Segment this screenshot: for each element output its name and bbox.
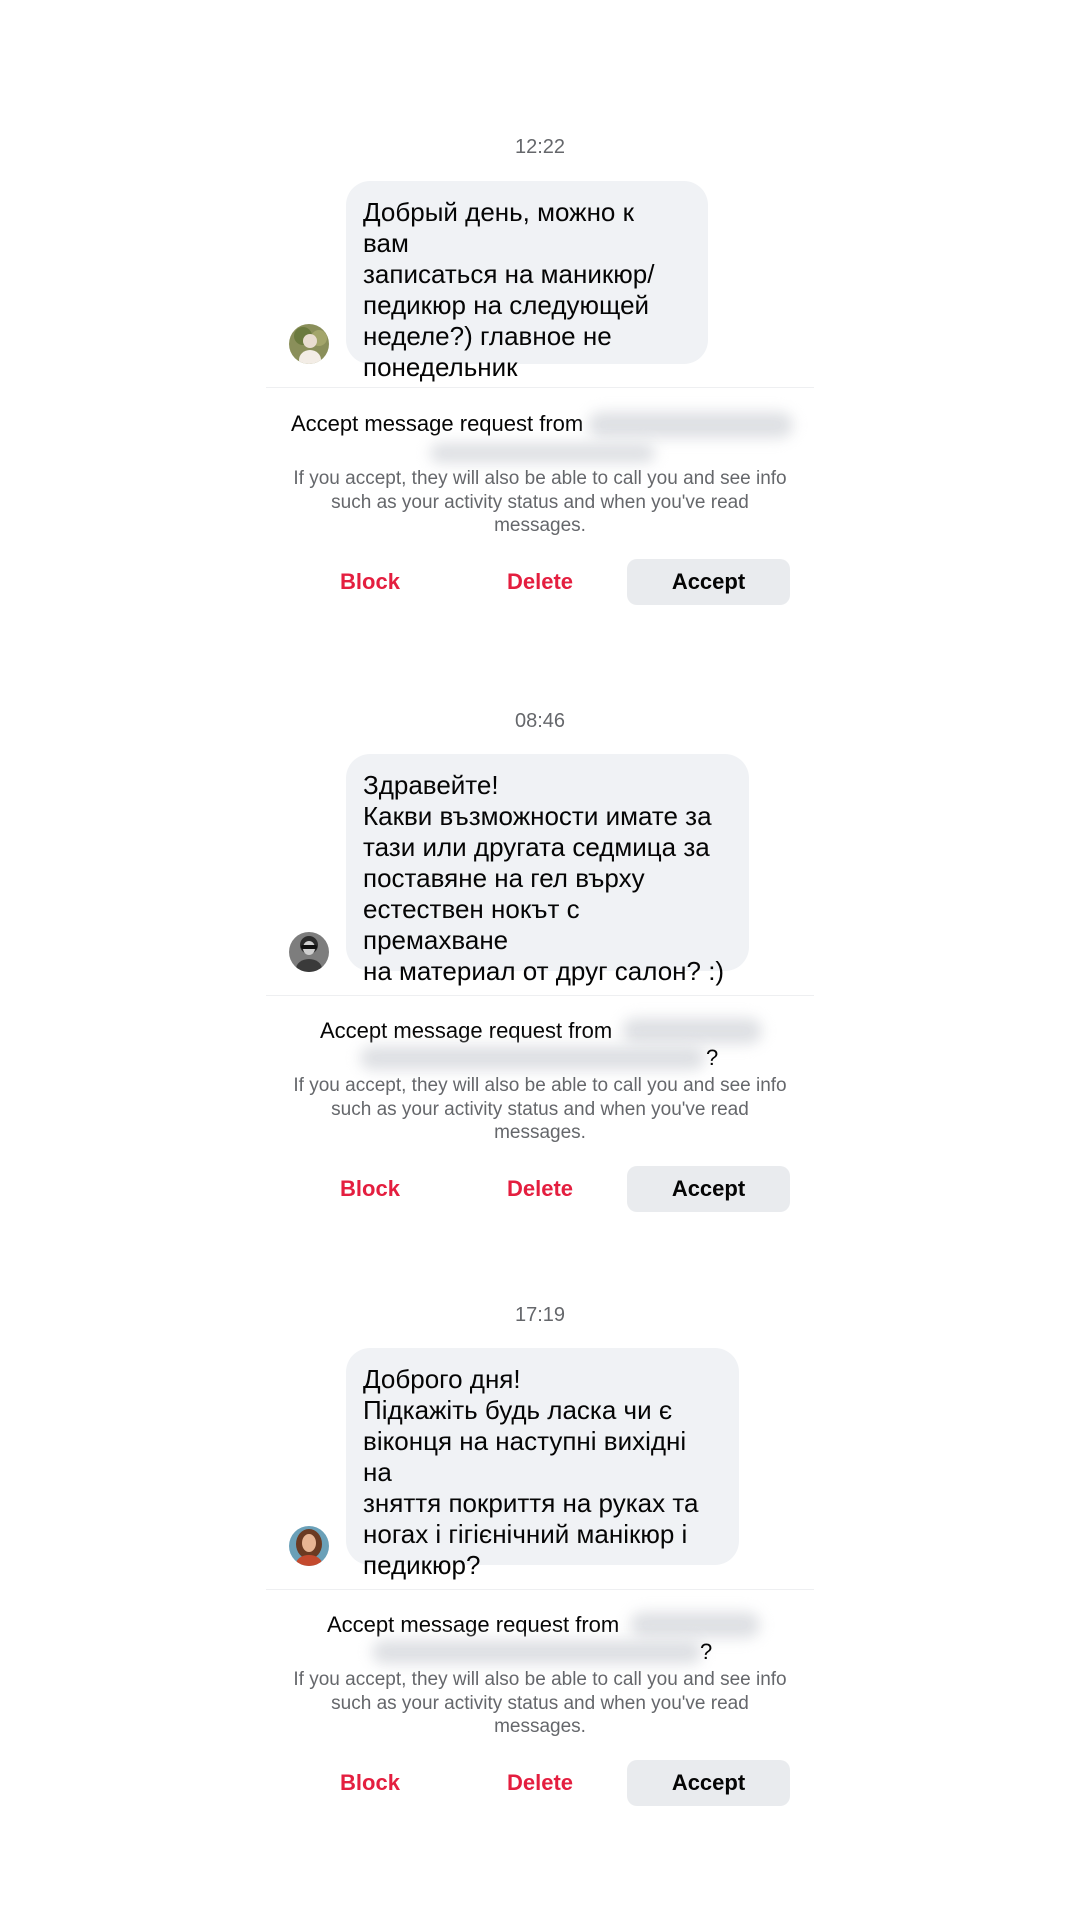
request-info-text: If you accept, they will also be able to call you and see info such as your activity status and when you've read messages. (293, 468, 787, 536)
sender-avatar[interactable] (289, 324, 329, 364)
timestamp: 17:19 (514, 1304, 566, 1326)
divider (266, 995, 814, 996)
accept-request-prompt: Accept message request from (320, 1018, 613, 1043)
message-bubble: Доброго дня! Підкажіть будь ласка чи є віконця на наступні вихідні на зняття покриття на руках та ногах і гігієнічний манікюр і педикюр? (346, 1348, 739, 1565)
divider (266, 387, 814, 388)
divider (266, 1589, 814, 1590)
delete-button[interactable]: Delete (470, 559, 610, 605)
redacted-sender-name (630, 1612, 760, 1638)
avatar-photo-icon (289, 932, 329, 972)
sender-avatar[interactable] (289, 1526, 329, 1566)
question-mark: ? (700, 1639, 713, 1664)
timestamp: 08:46 (514, 710, 566, 732)
accept-request-prompt: Accept message request from (291, 411, 584, 436)
accept-button[interactable]: Accept (627, 1166, 790, 1212)
block-button[interactable]: Block (300, 1760, 440, 1806)
avatar-photo-icon (289, 324, 329, 364)
delete-button[interactable]: Delete (470, 1760, 610, 1806)
avatar-photo-icon (289, 1526, 329, 1566)
timestamp: 12:22 (514, 136, 566, 158)
redacted-sender-name (372, 1640, 702, 1664)
message-bubble: Здравейте! Какви възможности имате за тази или другата седмица за поставяне на гел върху естествен нокът с премахване на материал от друг салон? :) (346, 754, 749, 971)
request-info-text: If you accept, they will also be able to call you and see info such as your activity status and when you've read messages. (293, 1075, 787, 1143)
question-mark: ? (706, 1045, 719, 1070)
redacted-sender-name (588, 412, 793, 438)
message-bubble: Добрый день, можно к вам записаться на маникюр/ педикюр на следующей неделе?) главное не понедельник (346, 181, 708, 364)
redacted-sender-name (622, 1018, 762, 1044)
block-button[interactable]: Block (300, 559, 440, 605)
redacted-sender-name (360, 1046, 705, 1070)
redacted-sender-name (430, 443, 655, 463)
accept-button[interactable]: Accept (627, 1760, 790, 1806)
accept-request-prompt: Accept message request from (327, 1612, 620, 1637)
delete-button[interactable]: Delete (470, 1166, 610, 1212)
sender-avatar[interactable] (289, 932, 329, 972)
accept-button[interactable]: Accept (627, 559, 790, 605)
block-button[interactable]: Block (300, 1166, 440, 1212)
request-info-text: If you accept, they will also be able to call you and see info such as your activity status and when you've read messages. (293, 1669, 787, 1737)
